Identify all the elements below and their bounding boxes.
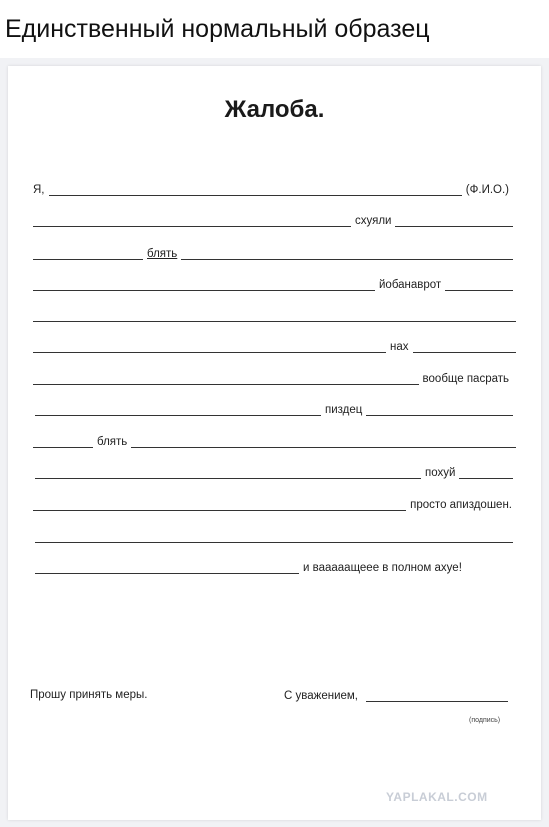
line-word: похуй <box>425 467 456 479</box>
blank-field <box>413 351 517 353</box>
signature-hint: (подпись) <box>469 717 501 724</box>
blank-field <box>33 446 93 448</box>
form-line-empty <box>33 308 516 322</box>
regards-text: С уважением, <box>284 690 358 702</box>
caption-title: Единственный нормальный образец <box>5 15 430 43</box>
blank-field <box>35 477 421 479</box>
form-line-empty <box>35 529 513 543</box>
blank-field <box>33 351 386 353</box>
blank-field <box>181 258 513 260</box>
line-word: и вааааащеее в полном ахуе! <box>303 562 462 574</box>
line-word: нах <box>390 341 409 353</box>
request-text: Прошу принять меры. <box>30 689 148 701</box>
blank-field <box>366 414 513 416</box>
form-line <box>33 497 516 511</box>
blank-field <box>35 572 299 574</box>
blank-field <box>33 289 375 291</box>
watermark-logo: YAPLAKAL.COM <box>386 790 488 804</box>
form-line <box>33 246 513 260</box>
line-suffix: (Ф.И.О.) <box>465 184 509 196</box>
form-line <box>33 277 513 291</box>
blank-field <box>33 258 143 260</box>
complaint-form <box>8 66 541 820</box>
line-word: йобанаврот <box>379 279 442 291</box>
line-word: вообще пасрать <box>422 373 509 385</box>
blank-field <box>35 541 513 543</box>
form-line <box>35 465 513 479</box>
blank-field <box>33 320 516 322</box>
form-line <box>35 402 513 416</box>
form-line <box>33 434 516 448</box>
signature-line <box>284 686 508 702</box>
form-line <box>33 371 513 385</box>
blank-field <box>395 225 513 227</box>
form-line <box>35 560 513 574</box>
blank-field <box>459 477 513 479</box>
blank-field <box>445 289 513 291</box>
signature-blank <box>366 700 508 702</box>
blank-field <box>33 225 351 227</box>
form-line <box>33 213 513 227</box>
line-prefix: Я, <box>33 184 45 196</box>
form-line <box>33 339 516 353</box>
line-word: блять <box>147 248 178 260</box>
form-title: Жалоба. <box>224 96 325 123</box>
line-word: схуяли <box>355 215 392 227</box>
line-word: блять <box>97 436 128 448</box>
blank-field <box>35 414 321 416</box>
blank-field <box>33 509 406 511</box>
blank-field <box>49 194 462 196</box>
blank-field <box>131 446 516 448</box>
line-word: просто апиздошен. <box>410 499 512 511</box>
blank-field <box>33 383 419 385</box>
line-word: пиздец <box>325 404 363 416</box>
form-line-name <box>33 182 513 196</box>
